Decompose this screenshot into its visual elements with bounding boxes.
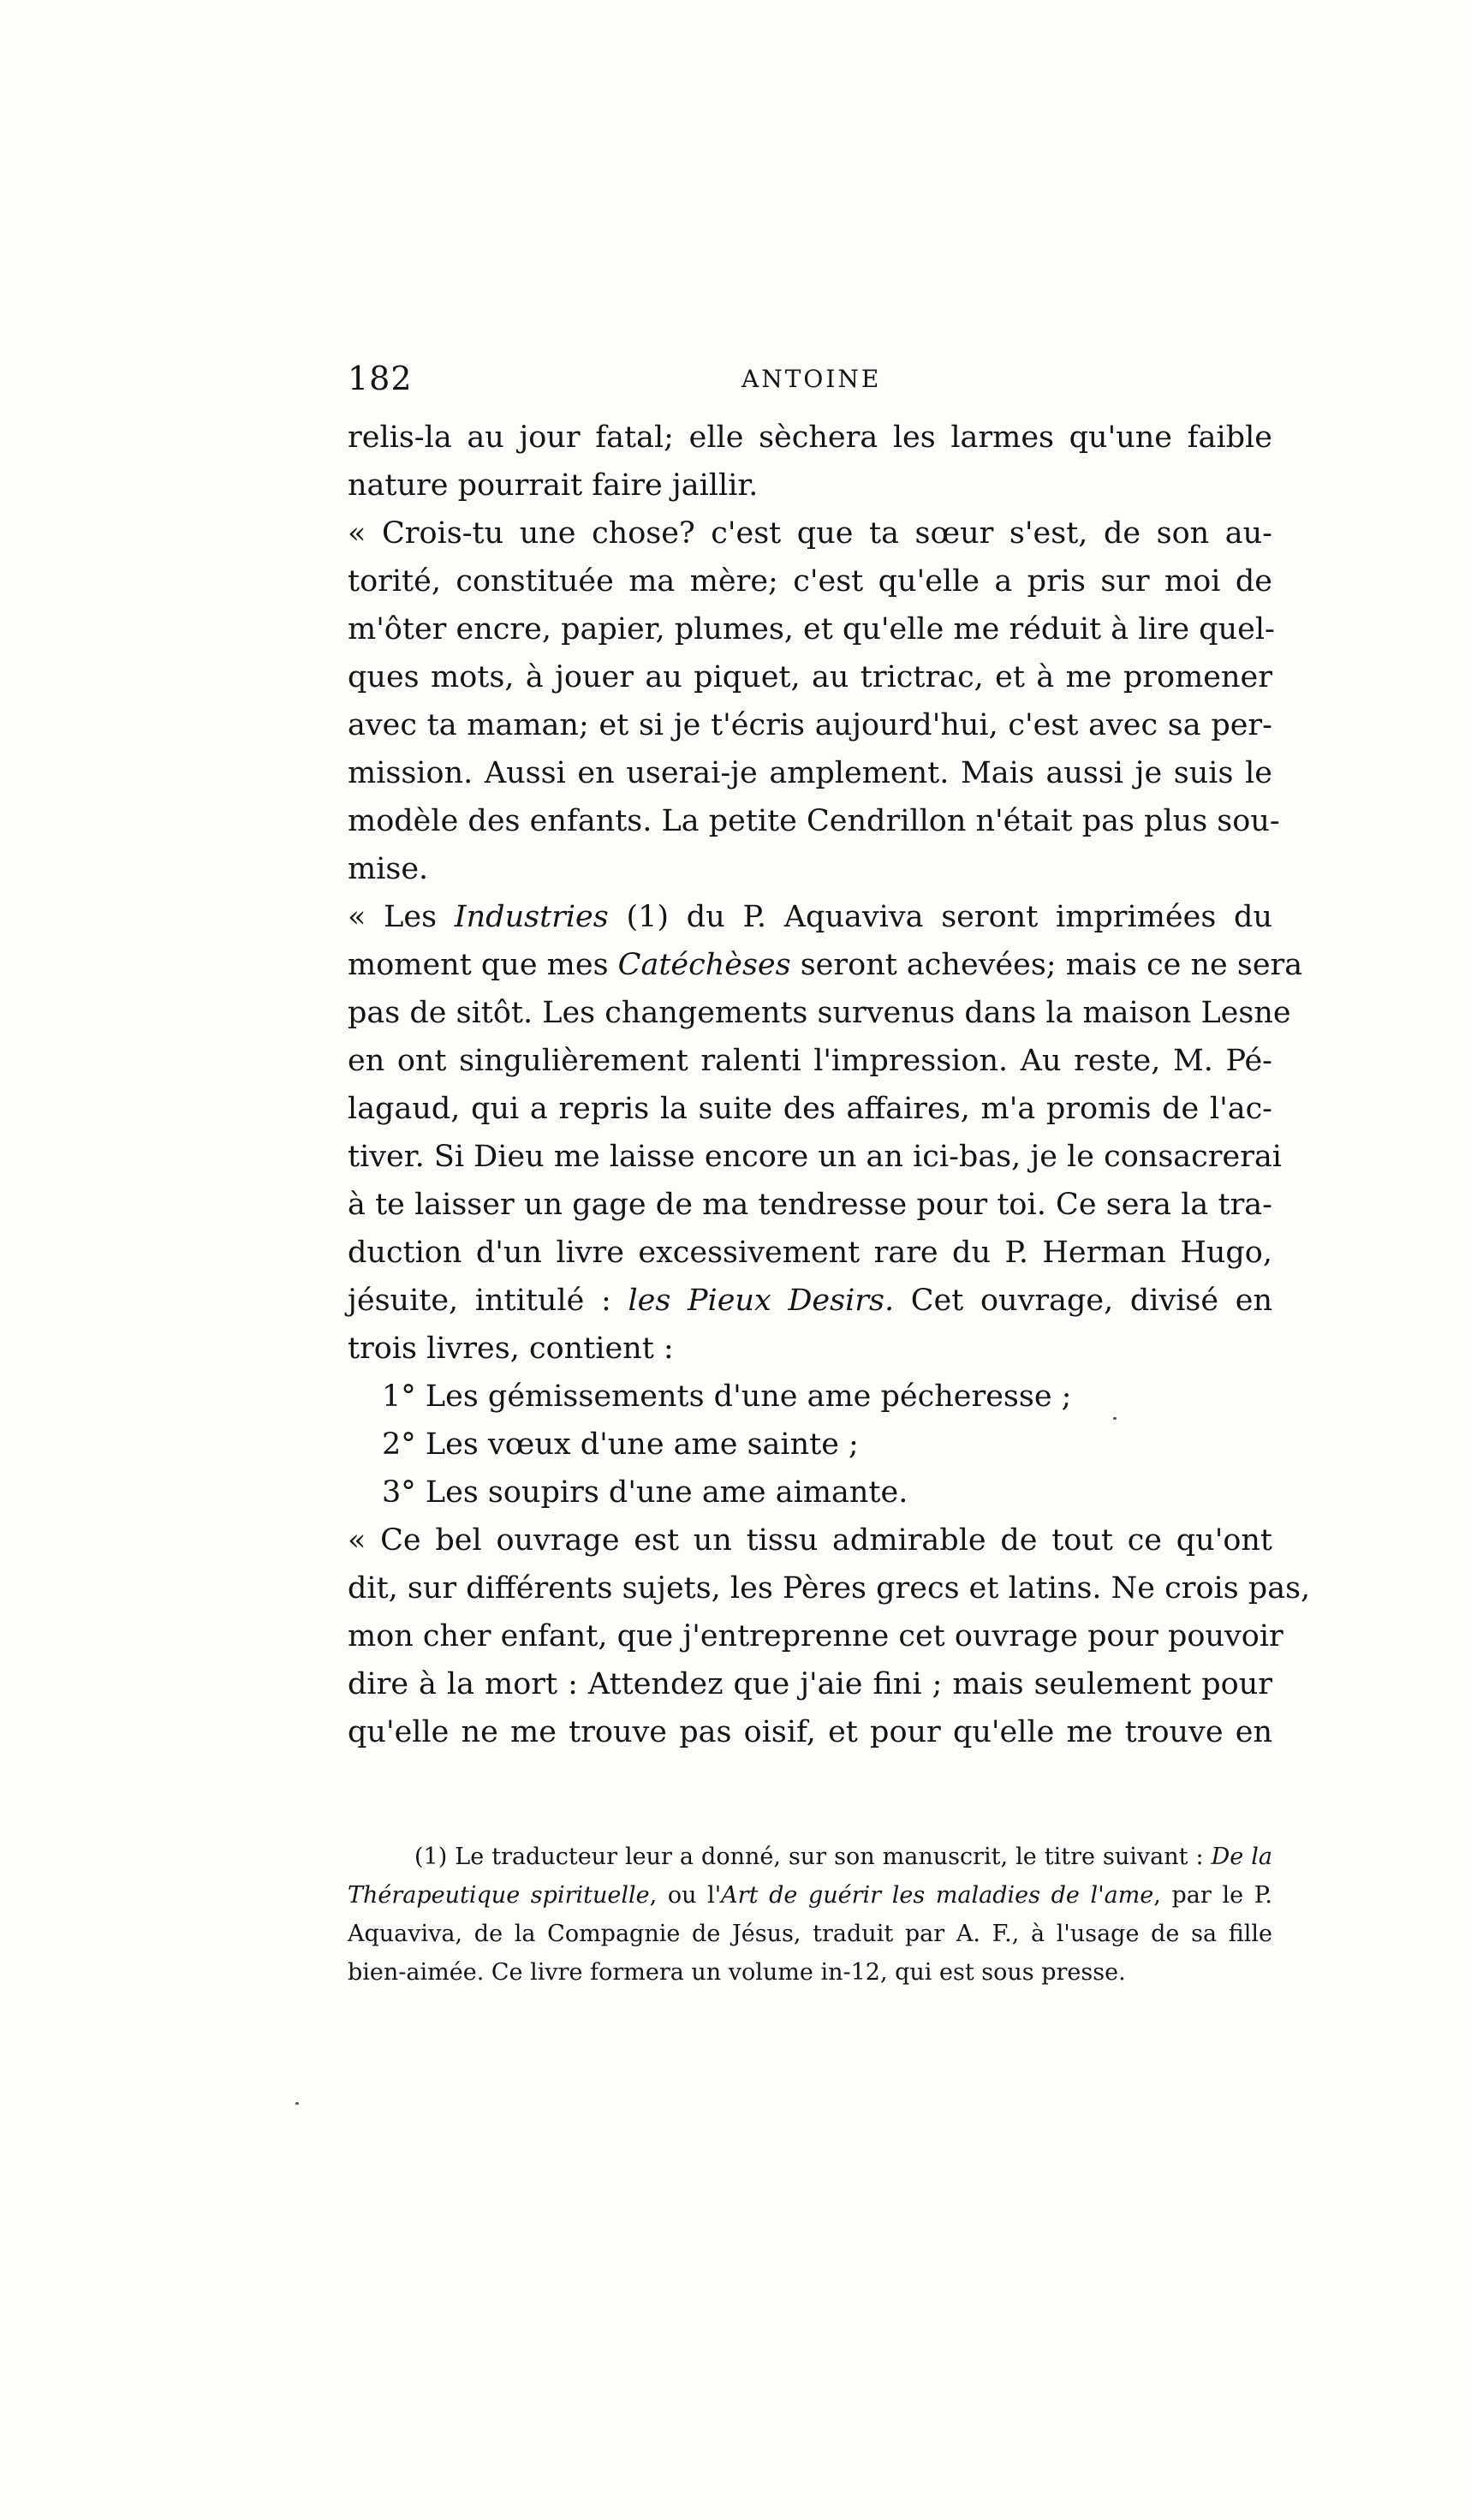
scan-speck [1113,1417,1117,1420]
text-line: mission. Aussi en userai-je amplement. Mais aussi je suis le [348,756,1272,790]
page-number: 182 [348,360,413,397]
italic-title: Industries [454,900,609,934]
text-line: mon cher enfant, que j'entreprenne cet ouvrage pour pouvoir [348,1619,1283,1653]
text-line: nature pourrait faire jaillir. [348,468,759,503]
footnote [348,1838,1272,1992]
footnote-line: bien-aimée. Ce livre formera un volume in-12, qui est sous presse. [348,1959,1126,1986]
text-line: trois livres, contient : [348,1331,674,1366]
text-line: « Les Industries (1) du P. Aquaviva seront imprimées du [348,900,1272,934]
text-line: lagaud, qui a repris la suite des affaires, m'a promis de l'ac- [348,1092,1272,1126]
scan-speck [295,2102,299,2105]
text-line: duction d'un livre excessivement rare du P. Herman Hugo, [348,1236,1272,1270]
text-line: torité, constituée ma mère; c'est qu'elle a pris sur moi de [348,564,1272,599]
text-line: avec ta maman; et si je t'écris aujourd'hui, c'est avec sa per- [348,708,1272,742]
list-item: 1° Les gémissements d'une ame pécheresse ; [382,1379,1072,1414]
footnote-line: (1) Le traducteur leur a donné, sur son manuscrit, le titre suivant : De la [414,1844,1272,1870]
running-title: ANTOINE [741,365,882,393]
text-line: ques mots, à jouer au piquet, au trictrac, et à me promener [348,660,1272,694]
text-line: « Crois-tu une chose? c'est que ta sœur s'est, de son au- [348,516,1272,551]
italic-title: les Pieux Desirs. [628,1284,895,1318]
text-line: relis-la au jour fatal; elle sèchera les larmes qu'une faible [348,420,1272,455]
text-line: moment que mes Catéchèses seront achevées; mais ce ne sera [348,948,1303,982]
text-line: qu'elle ne me trouve pas oisif, et pour qu'elle me trouve en [348,1715,1272,1749]
text-line: pas de sitôt. Les changements survenus dans la maison Lesne [348,996,1291,1030]
footnote-line: Thérapeutique spirituelle, ou l'Art de guérir les maladies de l'ame, par le P. [348,1882,1272,1909]
text-line: en ont singulièrement ralenti l'impression. Au reste, M. Pé- [348,1044,1272,1078]
text-line: dit, sur différents sujets, les Pères grecs et latins. Ne crois pas, [348,1571,1311,1606]
text-line: dire à la mort : Attendez que j'aie fini ; mais seulement pour [348,1667,1272,1701]
text-line: jésuite, intitulé : les Pieux Desirs. Cet ouvrage, divisé en [348,1284,1273,1318]
italic-title: Catéchèses [617,948,791,982]
text-line: modèle des enfants. La petite Cendrillon n'était pas plus sou- [348,804,1280,838]
footnote-line: Aquaviva, de la Compagnie de Jésus, traduit par A. F., à l'usage de sa fille [348,1921,1272,1947]
text-line: mise. [348,852,429,886]
text-line: à te laisser un gage de ma tendresse pour toi. Ce sera la tra- [348,1188,1272,1222]
text-line: m'ôter encre, papier, plumes, et qu'elle me réduit à lire quel- [348,612,1275,646]
list-item: 2° Les vœux d'une ame sainte ; [382,1427,859,1462]
page-header [348,360,1272,411]
text-line: tiver. Si Dieu me laisse encore un an ici-bas, je le consacrerai [348,1140,1282,1174]
list-item: 3° Les soupirs d'une ame aimante. [382,1475,908,1510]
text-line: « Ce bel ouvrage est un tissu admirable de tout ce qu'ont [348,1523,1272,1558]
main-text [348,414,1311,1756]
